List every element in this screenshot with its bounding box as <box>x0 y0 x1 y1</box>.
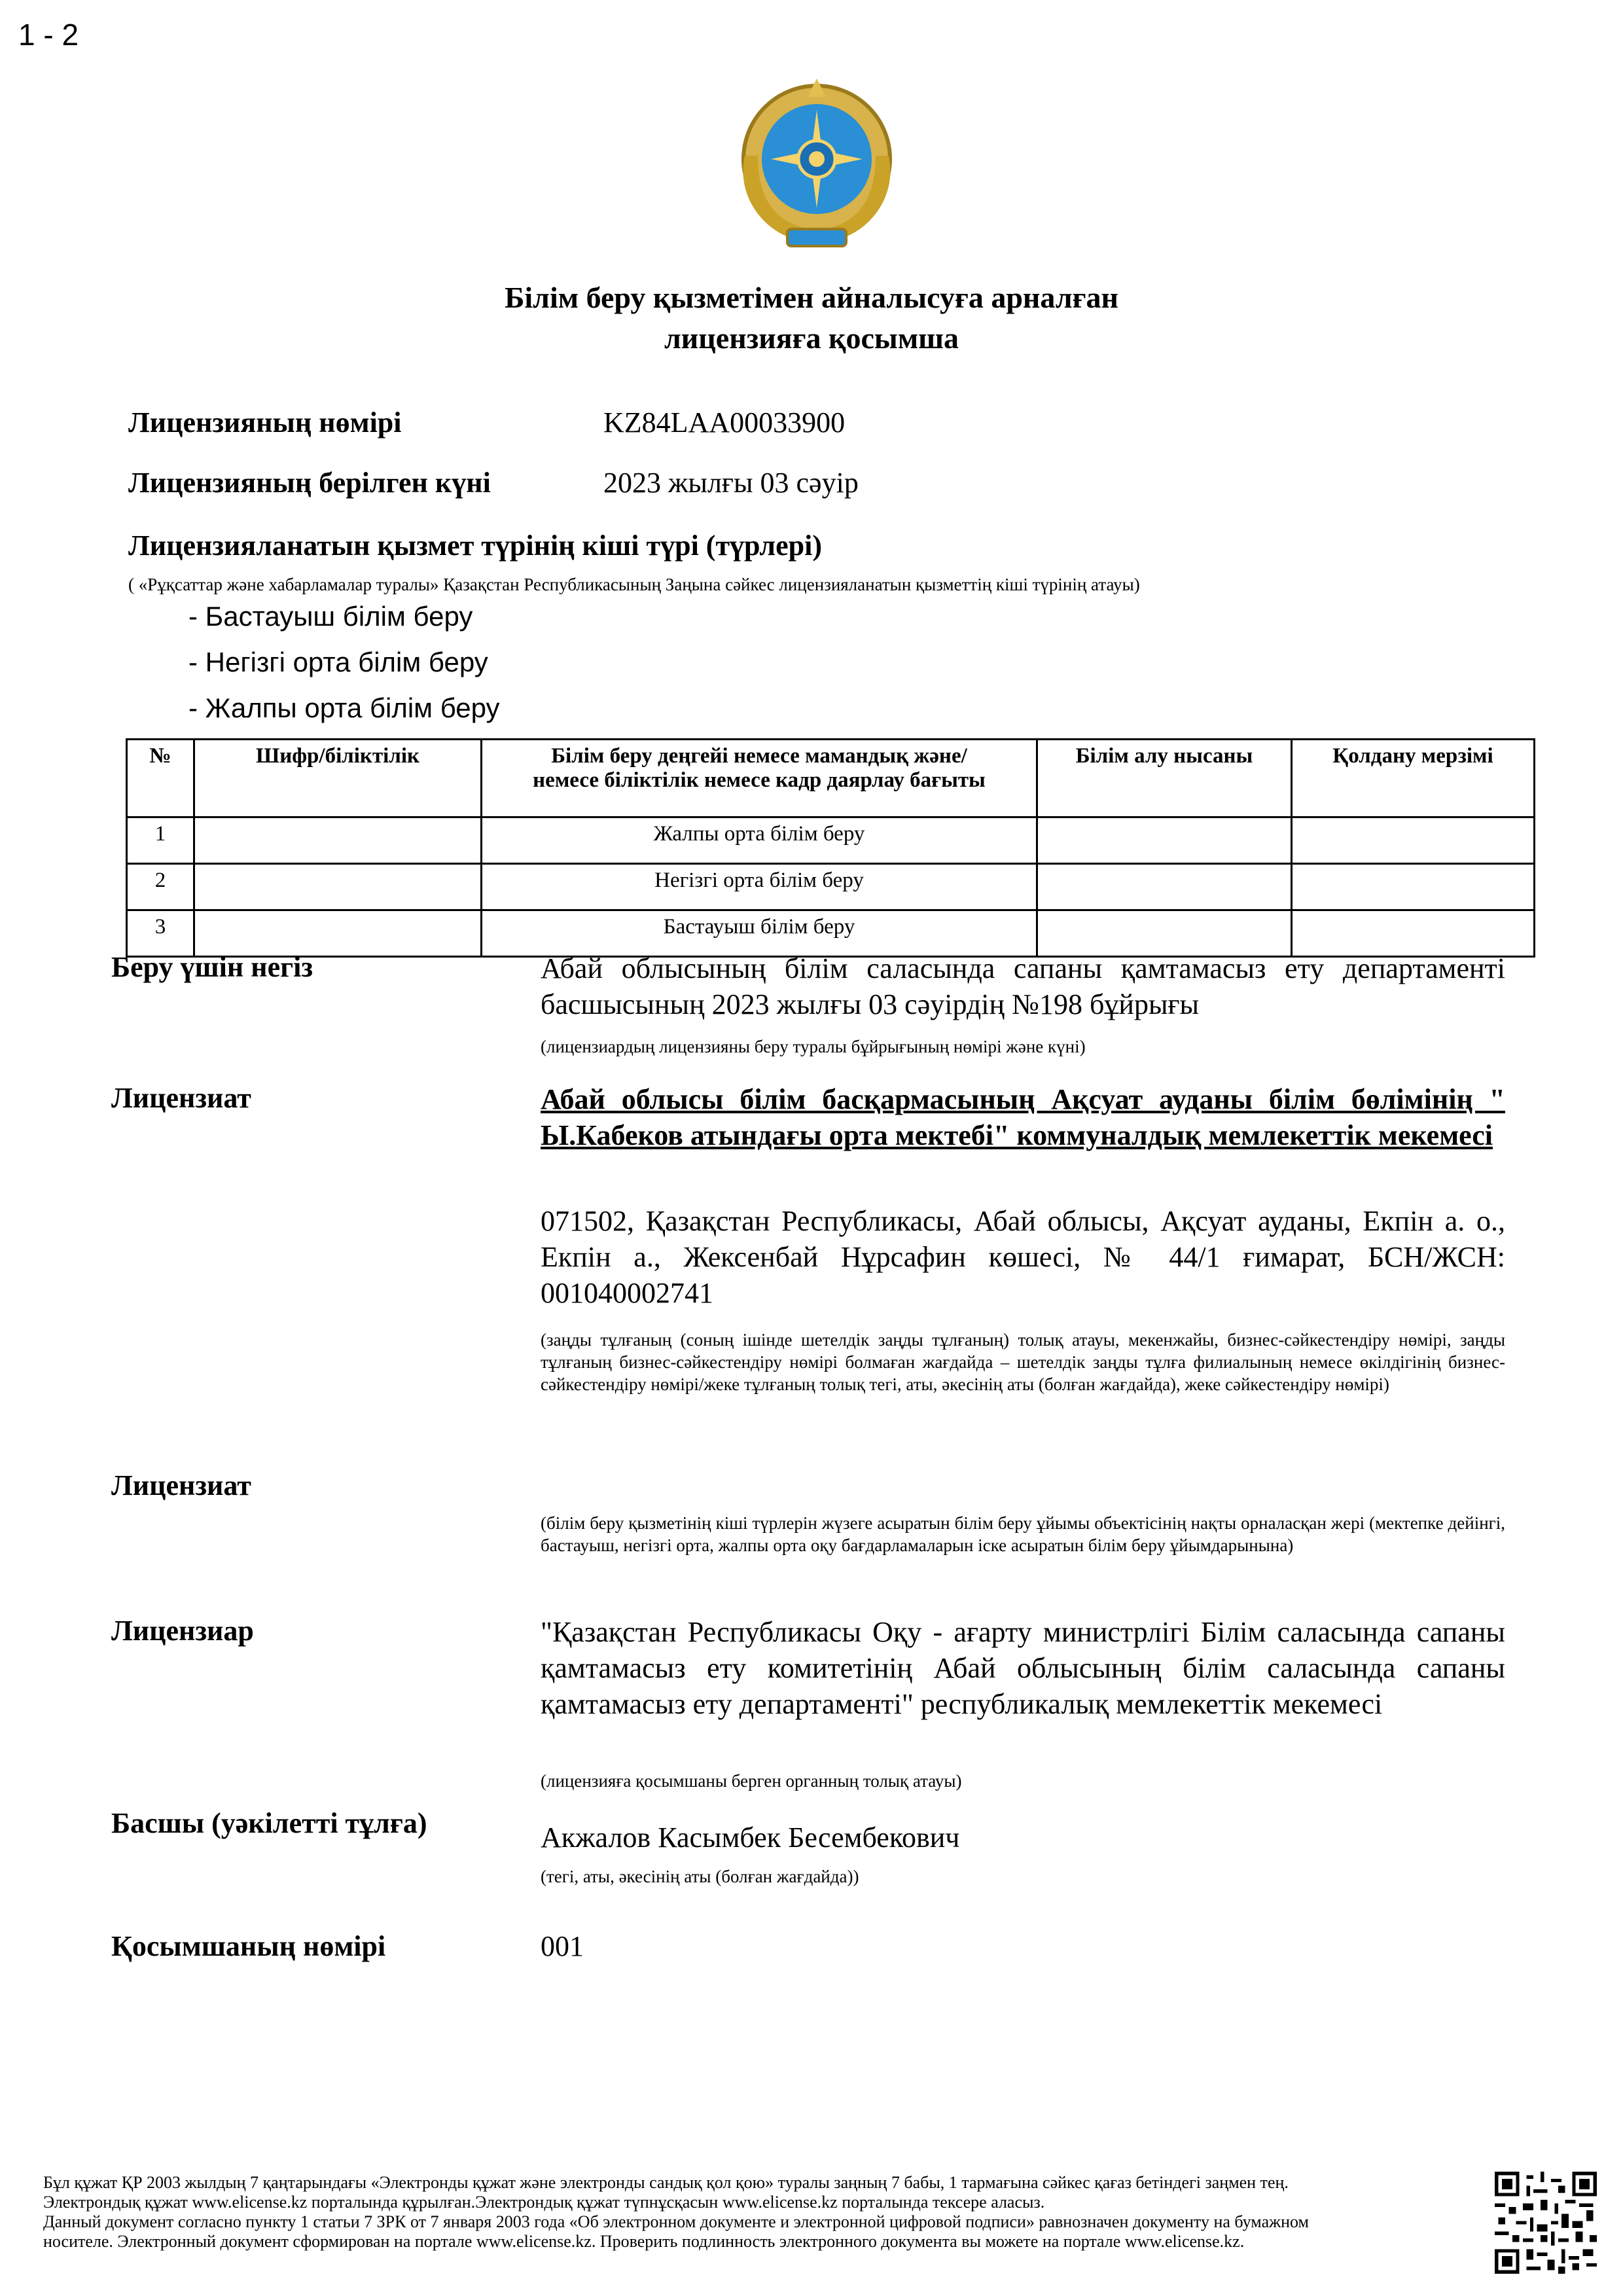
title-line-2: лицензияға қосымша <box>664 321 959 355</box>
row-number: 1 <box>127 817 194 864</box>
row-form <box>1037 864 1292 910</box>
row-validity <box>1292 910 1535 957</box>
col-level-header-line-1: Білім беру деңгейі немесе мамандық және/ <box>551 744 967 768</box>
row-level: Негізгі орта білім беру <box>482 864 1037 910</box>
row-level: Бастауыш білім беру <box>482 910 1037 957</box>
col-level-header <box>482 740 1037 817</box>
row-number: 3 <box>127 910 194 957</box>
row-code <box>194 864 482 910</box>
basis-value: Абай облысының білім саласында сапаны қамтамасыз ету департаменті басшысының 2023 жылғы 03 сәуірдің №198 бұйрығы <box>541 952 1505 1020</box>
head-note: (тегі, аты, әкесінің аты (болған жағдайда)) <box>541 1867 859 1886</box>
basis-label: Беру үшін негіз <box>111 951 313 983</box>
programs-table <box>126 738 1535 958</box>
row-form <box>1037 910 1292 957</box>
subtype-label: Лицензияланатын қызмет түрінің кіші түрі (түрлері) <box>128 529 822 562</box>
page-number: 1 - 2 <box>18 18 79 52</box>
licensor-value: "Қазақстан Республикасы Оқу - ағарту министрлігі Білім саласында сапаны қамтамасыз ету комитетінің Абай облысының білім саласында сапаны қамтамасыз ету департаменті" республикалық мемлекеттік мекемесі <box>541 1616 1505 1720</box>
kazakhstan-state-emblem-icon <box>732 77 902 254</box>
subtype-item: - Бастауыш білім беру <box>188 601 473 632</box>
row-validity <box>1292 817 1535 864</box>
license-number-value: KZ84LAA00033900 <box>603 406 846 439</box>
row-code <box>194 910 482 957</box>
footer-line: носителе. Электронный документ сформирован на портале www.elicense.kz. Проверить подлинность электронного документа вы можете на портале www.elicense.kz. <box>43 2232 1245 2251</box>
col-form-header: Білім алу нысаны <box>1037 740 1292 817</box>
appendix-number-value: 001 <box>541 1930 584 1962</box>
licensor-label: Лицензиар <box>111 1615 254 1647</box>
col-level-header-line-2: немесе біліктілік немесе кадр даярлау бағыты <box>533 768 986 792</box>
licensee-address: 071502, Қазақстан Республикасы, Абай облысы, Ақсуат ауданы, Екпін а. о., Екпін а., Жексенбай Нұрсафин көшесі, № 44/1 ғимарат, БСН/ЖСН: 001040002741 <box>541 1205 1505 1309</box>
table-row <box>127 864 1535 910</box>
col-code-header: Шифр/біліктілік <box>194 740 482 817</box>
qr-code-icon <box>1495 2172 1597 2274</box>
licensor-note: (лицензияға қосымшаны берген органның толық атауы) <box>541 1771 962 1791</box>
row-number: 2 <box>127 864 194 910</box>
licensee-name: Абай облысы білім басқармасының Ақсуат ауданы білім бөлімінің " Ы.Кабеков атындағы орта мектебі" коммуналдық мемлекеттік мекемесі <box>541 1083 1505 1151</box>
footer-line: Электрондық құжат www.elicense.kz порталында құрылған.Электрондық құжат түпнұсқасын www.elicense.kz порталында тексере аласыз. <box>43 2193 1045 2212</box>
table-row <box>127 817 1535 864</box>
license-number-label: Лицензияның нөмірі <box>128 406 402 439</box>
head-label: Басшы (уәкілетті тұлға) <box>111 1807 427 1839</box>
table-header-row <box>127 740 1535 817</box>
licensee-note: (заңды тұлғаның (соның ішінде шетелдік заңды тұлғаның) толық атауы, мекенжайы, бизнес-сәйкестендіру нөмірі, заңды тұлғаның бизнес-сәйкестендіру нөмірі болмаған жағдайда – шетелдік заңды тұлға филиалының немесе өкілдігінің бизнес-сәйкестендіру нөмірі/жеке тұлғаның толық тегі, аты, әкесінің аты (болған жағдайда), жеке сәйкестендіру нөмірі) <box>541 1330 1505 1394</box>
licensee-label: Лицензиат <box>111 1082 251 1114</box>
col-validity-header: Қолдану мерзімі <box>1292 740 1535 817</box>
license-date-label: Лицензияның берілген күні <box>128 467 491 499</box>
footer-legal-notice <box>43 2173 1496 2251</box>
license-date-value: 2023 жылғы 03 сәуір <box>603 467 859 499</box>
title-line-1: Білім беру қызметімен айналысуға арналған <box>504 281 1119 314</box>
subtype-item: - Жалпы орта білім беру <box>188 692 500 723</box>
row-code <box>194 817 482 864</box>
col-number-header: № <box>127 740 194 817</box>
table-row <box>127 910 1535 957</box>
basis-note: (лицензиардың лицензияны беру туралы бұйрығының нөмірі және күні) <box>541 1037 1086 1056</box>
subtype-note: ( «Рұқсаттар және хабарламалар туралы» Қазақстан Республикасының Заңына сәйкес лицензияланатын қызметтің кіші түрінің атауы) <box>128 575 1140 594</box>
footer-line: Данный документ согласно пункту 1 статьи 7 ЗРК от 7 января 2003 года «Об электронном документе и электронной цифровой подписи» равнозначен документу на бумажном <box>43 2212 1309 2231</box>
head-name: Акжалов Касымбек Бесембекович <box>541 1821 960 1854</box>
appendix-number-label: Қосымшаның нөмірі <box>111 1930 386 1962</box>
licensee-location-note: (білім беру қызметінің кіші түрлерін жүзеге асыратын білім беру ұйымы объектісінің нақты орналасқан жері (мектепке дейінгі, бастауыш, негізгі орта, жалпы орта оқу бағдарламаларын іске асыратын білім беру ұйымдарынына) <box>541 1513 1505 1555</box>
row-validity <box>1292 864 1535 910</box>
row-level: Жалпы орта білім беру <box>482 817 1037 864</box>
subtype-item: - Негізгі орта білім беру <box>188 647 488 677</box>
footer-line: Бұл құжат ҚР 2003 жылдың 7 қаңтарындағы «Электронды құжат және электронды сандық қол қою» туралы заңның 7 бабы, 1 тармағына сәйкес қағаз бетіндегі заңмен тең. <box>43 2173 1289 2192</box>
licensee-location-label: Лицензиат <box>111 1469 251 1501</box>
row-form <box>1037 817 1292 864</box>
